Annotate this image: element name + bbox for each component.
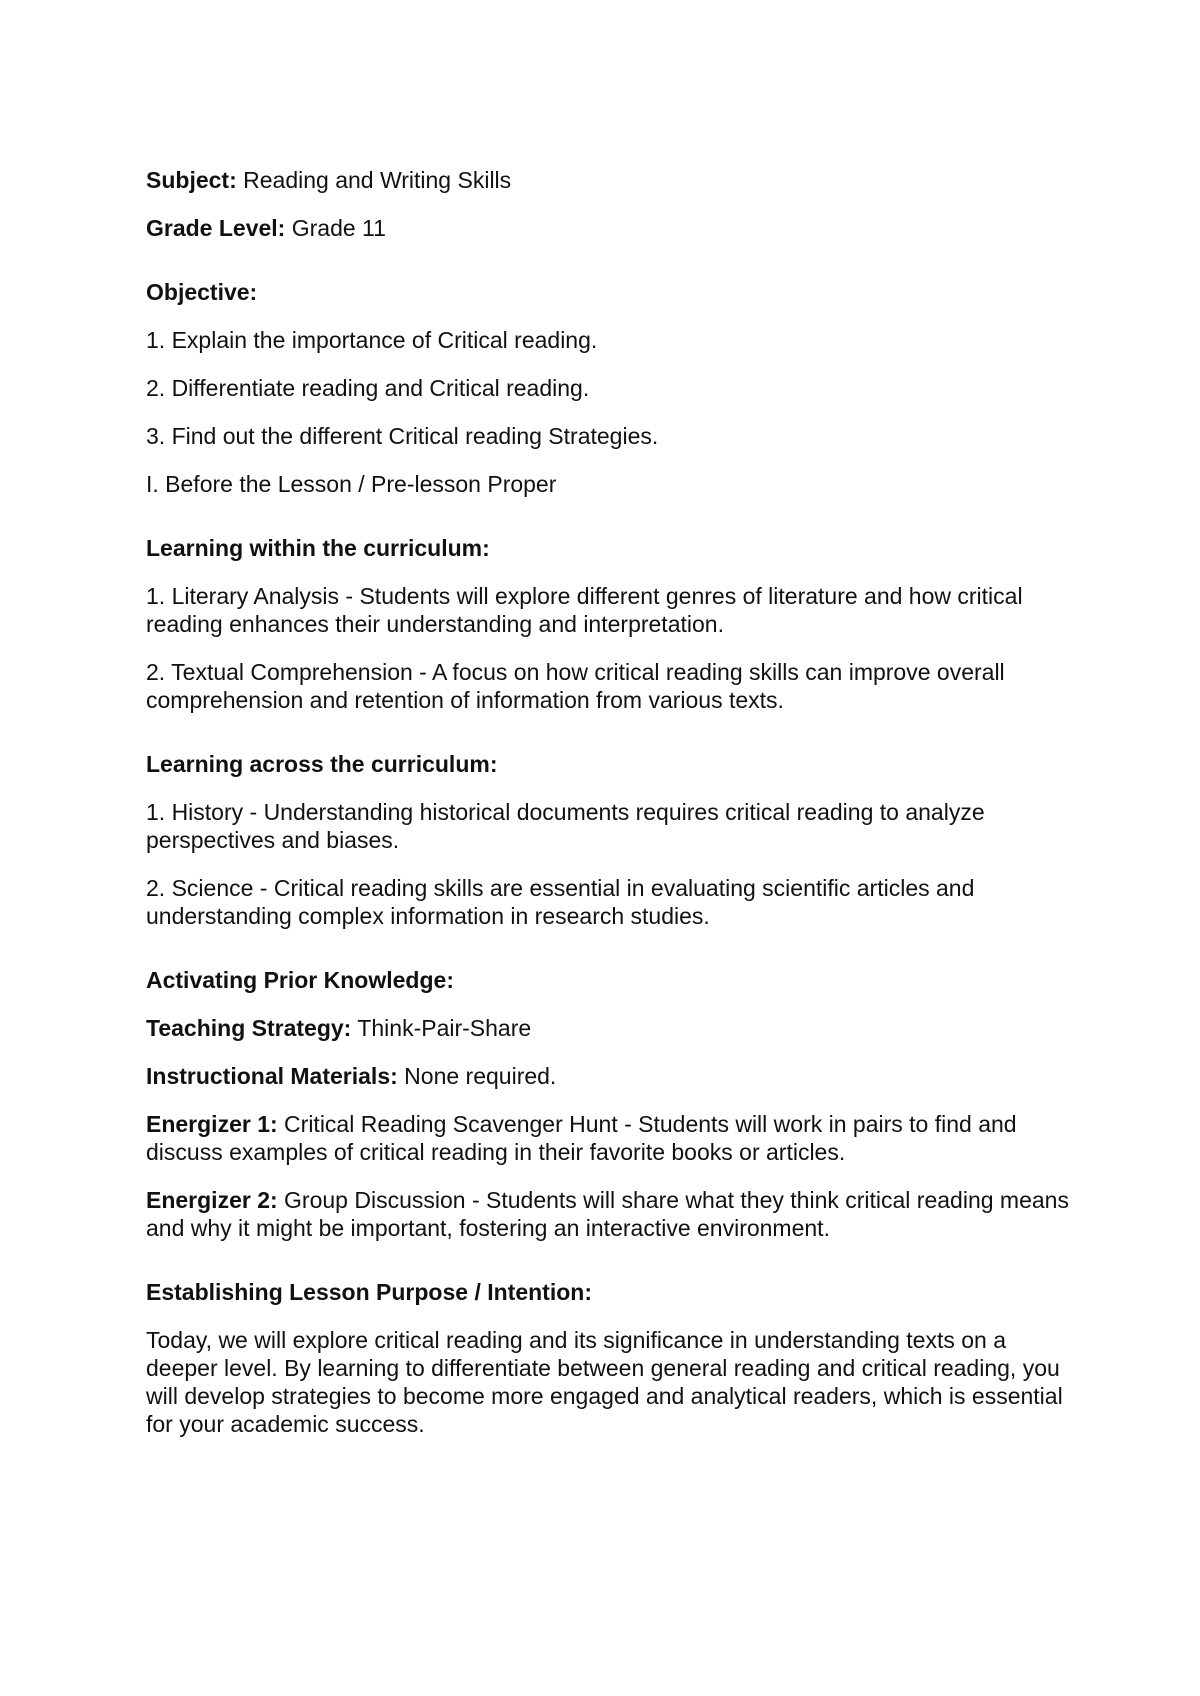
teaching-strategy-line [146,1014,1071,1042]
energizer-2-label: Energizer 2: [146,1187,278,1213]
within-curriculum-heading: Learning within the curriculum: [146,535,490,561]
across-curriculum-item: 1. History - Understanding historical documents requires critical reading to analyze perspectives and biases. [146,799,985,853]
across-curriculum-heading: Learning across the curriculum: [146,751,498,777]
grade-line [146,214,1071,242]
objective-item: 2. Differentiate reading and Critical reading. [146,375,590,401]
objective-heading: Objective: [146,279,258,305]
lesson-plan-page [146,166,1071,1458]
energizer-2-value: Group Discussion - Students will share what they think critical reading means and why it might be important, fostering an interactive environment. [146,1187,1069,1241]
subject-label: Subject: [146,167,237,193]
grade-label: Grade Level: [146,215,286,241]
energizer-1-value: Critical Reading Scavenger Hunt - Students will work in pairs to find and discuss examples of critical reading in their favorite books or articles. [146,1111,1017,1165]
objective-item: 1. Explain the importance of Critical reading. [146,327,598,353]
subject-line [146,166,1071,194]
energizer-1-line [146,1110,1071,1166]
teaching-strategy-value: Think-Pair-Share [357,1015,532,1041]
objective-item: 3. Find out the different Critical reading Strategies. [146,423,659,449]
grade-value: Grade 11 [291,215,386,241]
instructional-materials-line [146,1062,1071,1090]
lesson-purpose-heading: Establishing Lesson Purpose / Intention: [146,1279,592,1305]
prior-knowledge-heading: Activating Prior Knowledge: [146,967,454,993]
energizer-2-line [146,1186,1071,1242]
across-curriculum-item: 2. Science - Critical reading skills are essential in evaluating scientific articles and understanding complex information in research studies. [146,875,975,929]
instructional-materials-label: Instructional Materials: [146,1063,398,1089]
instructional-materials-value: None required. [404,1063,557,1089]
within-curriculum-item: 1. Literary Analysis - Students will explore different genres of literature and how critical reading enhances their understanding and interpretation. [146,583,1023,637]
subject-value: Reading and Writing Skills [243,167,512,193]
within-curriculum-item: 2. Textual Comprehension - A focus on how critical reading skills can improve overall comprehension and retention of information from various texts. [146,659,1005,713]
objective-item: I. Before the Lesson / Pre-lesson Proper [146,471,557,497]
energizer-1-label: Energizer 1: [146,1111,278,1137]
lesson-purpose-text: Today, we will explore critical reading and its significance in understanding texts on a deeper level. By learning to differentiate between general reading and critical reading, you will develop strategies to become more engaged and analytical readers, which is essential for your academic success. [146,1327,1063,1437]
teaching-strategy-label: Teaching Strategy: [146,1015,352,1041]
